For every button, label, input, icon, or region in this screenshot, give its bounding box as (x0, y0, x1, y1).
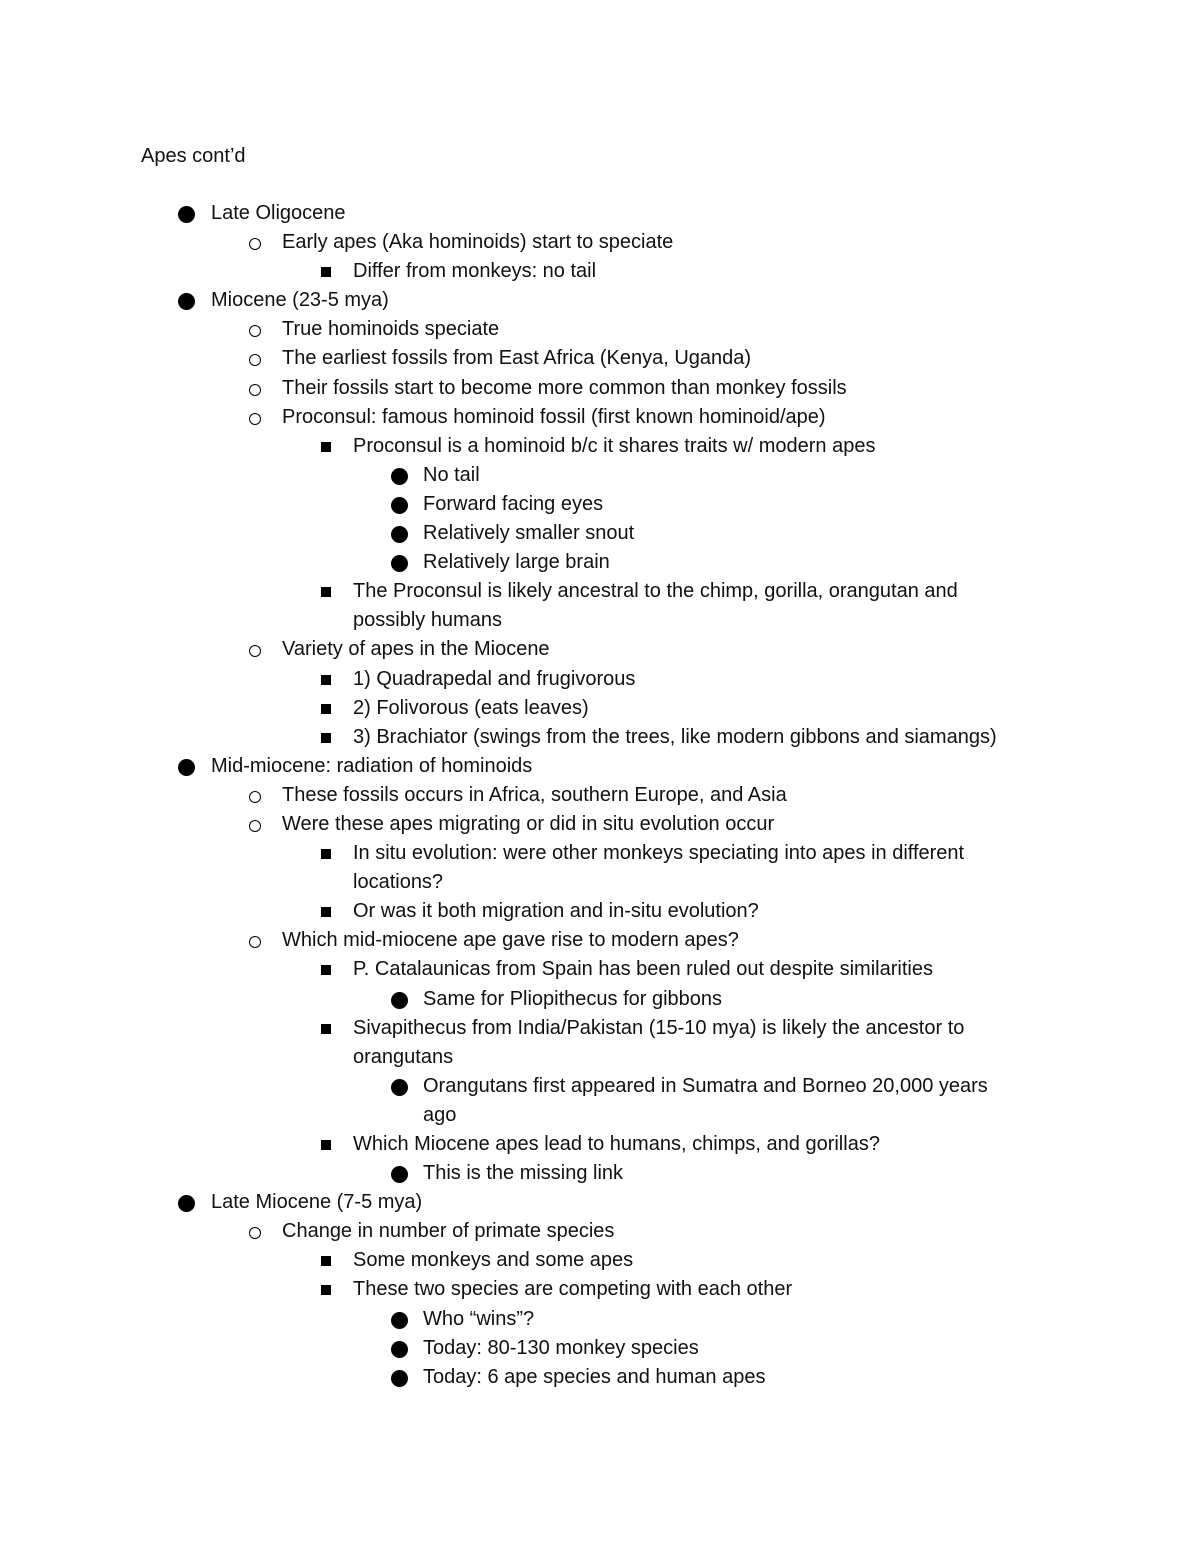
list-item (0, 403, 1200, 432)
bullet-square-icon (321, 267, 331, 277)
list-item-text: 2) Folivorous (eats leaves) (353, 696, 589, 719)
list-item-continuation (0, 1043, 1200, 1072)
list-item (0, 926, 1200, 955)
bullet-circle-icon (249, 936, 261, 948)
bullet-circle-icon (249, 354, 261, 366)
list-item-text: possibly humans (353, 609, 502, 632)
list-item (0, 839, 1200, 868)
list-item-text: Which mid-miocene ape gave rise to modern apes? (282, 929, 739, 952)
list-item-text: 3) Brachiator (swings from the trees, like modern gibbons and siamangs) (353, 725, 997, 748)
list-item (0, 752, 1200, 781)
list-item-text: locations? (353, 871, 444, 894)
list-item-continuation (0, 1101, 1200, 1130)
bullet-outline (0, 199, 1200, 1392)
list-item-text: Same for Pliopithecus for gibbons (423, 987, 723, 1010)
list-item-text: Who “wins”? (423, 1307, 535, 1330)
bullet-disc-icon (391, 1166, 408, 1183)
list-item (0, 461, 1200, 490)
list-item (0, 897, 1200, 926)
list-item-text: Relatively large brain (423, 551, 610, 574)
list-item (0, 635, 1200, 664)
bullet-disc-icon (178, 206, 195, 223)
list-item-text: True hominoids speciate (282, 318, 500, 341)
bullet-disc-icon (391, 1312, 408, 1329)
list-item-text: Change in number of primate species (282, 1220, 615, 1243)
list-item-text: Late Oligocene (211, 202, 346, 224)
list-item (0, 1014, 1200, 1043)
bullet-square-icon (321, 1256, 331, 1266)
list-item-text: Miocene (23-5 mya) (211, 289, 389, 312)
bullet-square-icon (321, 849, 331, 859)
list-item (0, 1334, 1200, 1363)
bullet-circle-icon (249, 645, 261, 657)
list-item (0, 1188, 1200, 1217)
bullet-square-icon (321, 704, 331, 714)
list-item-text: ago (423, 1103, 457, 1126)
bullet-disc-icon (391, 526, 408, 543)
list-item (0, 1159, 1200, 1188)
list-item-text: Late Miocene (7-5 mya) (211, 1191, 423, 1214)
bullet-circle-icon (249, 791, 261, 803)
list-item-text: orangutans (353, 1045, 454, 1068)
list-item-text: Their fossils start to become more common than monkey fossils (282, 376, 847, 399)
list-item-text: Orangutans first appeared in Sumatra and Borneo 20,000 years (423, 1074, 988, 1097)
list-item-continuation (0, 868, 1200, 897)
bullet-square-icon (321, 965, 331, 975)
list-item-text: Variety of apes in the Miocene (282, 638, 550, 661)
bullet-square-icon (321, 907, 331, 917)
list-item (0, 781, 1200, 810)
list-item-text: This is the missing link (423, 1162, 624, 1185)
bullet-circle-icon (249, 413, 261, 425)
list-item (0, 1275, 1200, 1304)
list-item-text: Which Miocene apes lead to humans, chimps, and gorillas? (353, 1133, 880, 1155)
list-item-continuation (0, 606, 1200, 635)
list-item (0, 315, 1200, 344)
bullet-disc-icon (391, 992, 408, 1009)
list-item (0, 577, 1200, 606)
list-item (0, 548, 1200, 577)
list-item-text: In situ evolution: were other monkeys speciating into apes in different (353, 842, 965, 865)
list-item-text: Or was it both migration and in-situ evolution? (353, 900, 759, 923)
list-item (0, 665, 1200, 694)
list-item (0, 1246, 1200, 1275)
list-item-text: Differ from monkeys: no tail (353, 260, 597, 283)
list-item-text: 1) Quadrapedal and frugivorous (353, 667, 636, 690)
list-item (0, 1305, 1200, 1334)
list-item (0, 286, 1200, 315)
bullet-square-icon (321, 733, 331, 743)
list-item (0, 1072, 1200, 1101)
list-item-text: Proconsul is a hominoid b/c it shares traits w/ modern apes (353, 434, 876, 457)
bullet-disc-icon (178, 293, 195, 310)
list-item-text: Early apes (Aka hominoids) start to speciate (282, 231, 674, 254)
list-item (0, 810, 1200, 839)
list-item-text: Forward facing eyes (423, 492, 604, 515)
list-item (0, 1363, 1200, 1392)
list-item (0, 199, 1200, 228)
list-item-text: Mid-miocene: radiation of hominoids (211, 754, 533, 777)
bullet-disc-icon (391, 1079, 408, 1096)
bullet-circle-icon (249, 384, 261, 396)
list-item-text: Today: 6 ape species and human apes (423, 1365, 766, 1388)
list-item-text: These two species are competing with each other (353, 1278, 793, 1301)
list-item-text: Some monkeys and some apes (353, 1249, 634, 1272)
list-item (0, 955, 1200, 984)
bullet-square-icon (321, 1140, 331, 1150)
list-item-text: Proconsul: famous hominoid fossil (first known hominoid/ape) (282, 405, 826, 428)
bullet-square-icon (321, 587, 331, 597)
list-item-text: These fossils occurs in Africa, southern Europe, and Asia (282, 783, 787, 806)
bullet-disc-icon (391, 468, 408, 485)
list-item-text: No tail (423, 463, 480, 486)
bullet-disc-icon (391, 555, 408, 572)
list-item-text: Relatively smaller snout (423, 522, 635, 545)
list-item (0, 1217, 1200, 1246)
bullet-square-icon (321, 675, 331, 685)
bullet-disc-icon (391, 497, 408, 514)
list-item (0, 723, 1200, 752)
bullet-square-icon (321, 1285, 331, 1295)
bullet-circle-icon (249, 325, 261, 337)
page-title: Apes cont’d (141, 145, 246, 167)
list-item (0, 257, 1200, 286)
bullet-disc-icon (178, 1195, 195, 1212)
list-item (0, 228, 1200, 257)
list-item (0, 344, 1200, 373)
list-item (0, 1130, 1200, 1159)
list-item (0, 374, 1200, 403)
list-item-text: Sivapithecus from India/Pakistan (15-10 mya) is likely the ancestor to (353, 1016, 965, 1039)
bullet-disc-icon (391, 1370, 408, 1387)
bullet-circle-icon (249, 238, 261, 250)
bullet-disc-icon (178, 759, 195, 776)
bullet-square-icon (321, 1024, 331, 1034)
bullet-circle-icon (249, 820, 261, 832)
list-item (0, 519, 1200, 548)
list-item (0, 432, 1200, 461)
list-item-text: The earliest fossils from East Africa (Kenya, Uganda) (282, 347, 752, 370)
bullet-circle-icon (249, 1227, 261, 1239)
list-item-text: The Proconsul is likely ancestral to the chimp, gorilla, orangutan and (353, 580, 958, 603)
list-item (0, 490, 1200, 519)
bullet-disc-icon (391, 1341, 408, 1358)
list-item (0, 985, 1200, 1014)
bullet-square-icon (321, 442, 331, 452)
list-item-text: Were these apes migrating or did in situ evolution occur (282, 812, 775, 835)
list-item (0, 694, 1200, 723)
list-item-text: Today: 80-130 monkey species (423, 1336, 699, 1359)
list-item-text: P. Catalaunicas from Spain has been ruled out despite similarities (353, 958, 933, 981)
